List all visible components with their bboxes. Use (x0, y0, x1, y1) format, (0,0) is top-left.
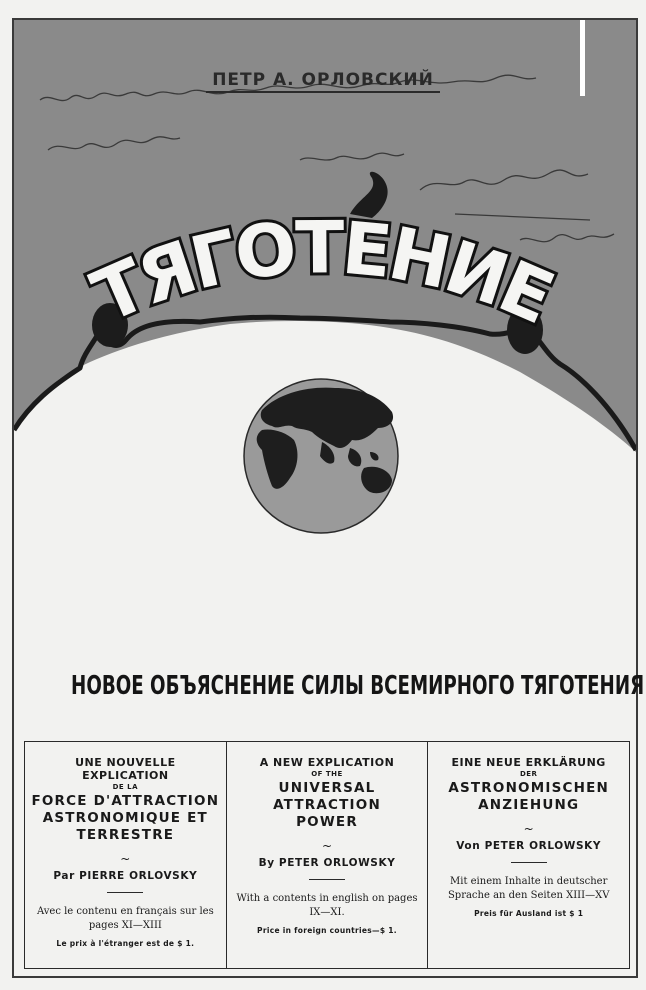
column-author: By PETER ORLOWSKY (258, 857, 396, 869)
column-author: Von PETER ORLOWSKY (456, 840, 602, 852)
column-tilde: ~ (523, 822, 534, 836)
column-heading: EINE NEUE ERKLÄRUNG (451, 756, 606, 769)
column-heading: UNE NOUVELLE EXPLICATION (75, 756, 176, 782)
column-rule (107, 892, 143, 893)
column-heading: A NEW EXPLICATION (259, 756, 395, 769)
column-subject: FORCE D'ATTRACTION ASTRONOMIQUE ET TERRESTRE (31, 793, 220, 843)
column-english (226, 742, 428, 968)
column-connector: DER (519, 770, 538, 778)
arched-title: ТЯГОТЕНИЕ (80, 205, 563, 340)
column-rule (309, 879, 345, 880)
column-price: Preis für Ausland ist $ 1 (474, 909, 584, 918)
column-contents: Avec le contenu en français sur les pages XI—XIII (36, 906, 214, 931)
column-german (427, 742, 629, 968)
column-price: Price in foreign countries—$ 1. (257, 926, 397, 935)
author-name: ПЕТР А. ОРЛОВСКИЙ (0, 70, 646, 90)
main-title: НОВОЕ ОБЪЯСНЕНИЕ СИЛЫ ВСЕМИРНОГО ТЯГОТЕНИЯ (71, 671, 645, 701)
column-connector: OF THE (311, 770, 343, 778)
column-subject: UNIVERSAL ATTRACTION POWER (273, 780, 381, 830)
column-french (25, 742, 226, 968)
column-subject: ASTRONOMISCHEN ANZIEHUNG (448, 780, 610, 813)
column-rule (511, 862, 547, 863)
translations-panel (24, 741, 630, 969)
column-connector: DE LA (112, 783, 139, 791)
column-tilde: ~ (120, 852, 131, 866)
column-contents: Mit einem Inhalte in deutscher Sprache an den Seiten XIII—XV (447, 876, 610, 901)
column-tilde: ~ (321, 839, 333, 853)
column-price: Le prix à l'étranger est de $ 1. (56, 939, 195, 948)
column-contents: With a contents in english on pages IX—XI. (236, 893, 418, 918)
column-author: Par PIERRE ORLOVSKY (53, 870, 198, 882)
